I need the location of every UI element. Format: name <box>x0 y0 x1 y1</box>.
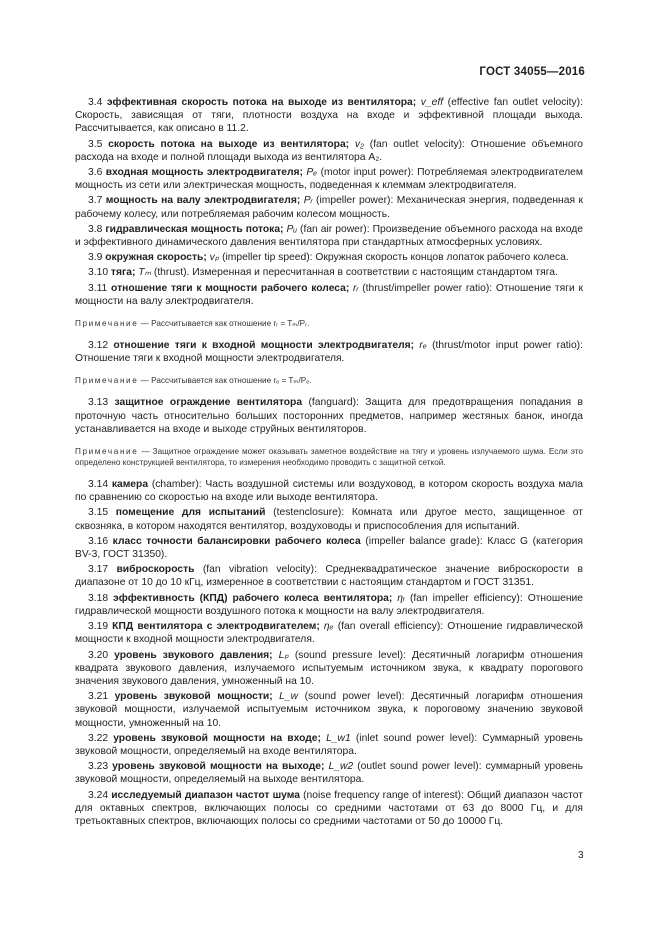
note-2: Примечание — Рассчитывается как отношение rₑ = Tₘ/Pₑ. <box>75 376 312 386</box>
clause-3-11: 3.11 отношение тяги к мощности рабочего колеса; rᵣ (thrust/impeller power ratio): Отношение тяги к мощности на валу электродвигателя. <box>75 282 583 307</box>
clause-3-19: 3.19 КПД вентилятора с электродвигателем; ηₑ (fan overall efficiency): Отношение гидравлической мощности к входной мощности электродвигателя. <box>75 621 583 646</box>
clause-3-13: 3.13 защитное ограждение вентилятора (fanguard): Защита для предотвращения попадания в проточную часть относительно больших посторонних предметов, например жестяных банок, иногда устанавливается на входе и выходе струйных вентиляторов. <box>75 397 583 435</box>
clause-3-22: 3.22 уровень звуковой мощности на входе; L_w1 (inlet sound power level): Суммарный уровень звуковой мощности, определяемый на входе вентилятора. <box>75 732 583 757</box>
clause-3-24: 3.24 исследуемый диапазон частот шума (noise frequency range of interest): Общий диапазон частот для октавных спектров, включающих полосы со средними частотами от 63 до 8000 Гц, и для третьоктавных спектров, включающих полосы со средними частотами от 50 до 10000 Гц. <box>75 789 583 827</box>
clause-3-20: 3.20 уровень звукового давления; Lₚ (sound pressure level): Десятичный логарифм отношения квадрата звукового давления, излучаемого испытуемым источником звука, к квадрату порогового значения звукового давления, умноженный на 10. <box>75 649 583 687</box>
clause-3-12: 3.12 отношение тяги к входной мощности электродвигателя; rₑ (thrust/motor input power ratio): Отношение тяги к входной мощности электродвигателя. <box>75 340 583 365</box>
clause-3-7: 3.7 мощность на валу электродвигателя; Pᵣ (impeller power): Механическая энергия, подведенная к рабочему колесу, или потребляемая рабочим колесом мощность. <box>75 195 583 220</box>
clause-3-8: 3.8 гидравлическая мощность потока; Pᵤ (fan air power): Произведение объемного расхода на входе и эффективного динамического давления вентилятора при стандартных атмосферных условиях. <box>75 223 583 249</box>
clause-3-9: 3.9 окружная скорость; vₚ (impeller tip speed): Окружная скорость концов лопаток рабочего колеса. <box>88 252 569 264</box>
clause-3-14: 3.14 камера (chamber): Часть воздушной системы или воздуховод, в котором скорость воздуха мала по сравнению со скоростью на входе или выходе вентилятора. <box>75 479 583 504</box>
clause-3-4: 3.4 эффективная скорость потока на выходе из вентилятора; v_eff (effective fan outlet velocity): Скорость, зависящая от тяги, плотности воздуха на входе и эффективной площади выхода. Рассчитывается, как описано в 11.2. <box>75 97 583 135</box>
note-1: Примечание — Рассчитывается как отношение rᵣ = Tₘ/Pᵣ. <box>75 319 310 329</box>
clause-3-10: 3.10 тяга; Tₘ (thrust). Измеренная и пересчитанная в соответствии с настоящим стандартом тяга. <box>88 267 558 279</box>
standard-header: ГОСТ 34055—2016 <box>479 66 585 78</box>
clause-3-16: 3.16 класс точности балансировки рабочего колеса (impeller balance grade): Класс G (категория BV-3, ГОСТ 31350). <box>75 535 583 561</box>
page-number: 3 <box>578 850 584 861</box>
clause-3-21: 3.21 уровень звуковой мощности; L_w (sound power level): Десятичный логарифм отношения звуковой мощности, излучаемой испытуемым источником звука, к пороговому значению звуковой мощности, умноженный на 10. <box>75 691 583 729</box>
document-body <box>75 96 583 830</box>
clause-3-5: 3.5 скорость потока на выходе из вентилятора; v₂ (fan outlet velocity): Отношение объемного расхода на входе и полной площади выхода из вентилятора A₂. <box>75 138 583 163</box>
note-3: Примечание — Защитное ограждение может оказывать заметное воздействие на тягу и уровень излучаемого шума. Если это определено конструкцией вентилятора, то измерения необходимо проводить с защитной сеткой. <box>75 447 583 468</box>
clause-3-23: 3.23 уровень звуковой мощности на выходе; L_w2 (outlet sound power level): суммарный уровень звуковой мощности, определяемый на выходе вентилятора. <box>75 761 583 786</box>
clause-3-6: 3.6 входная мощность электродвигателя; Pₑ (motor input power): Потребляемая электродвигателем мощность из сети или электрическая мощность, подведенная к клеммам электродвигателя. <box>75 167 583 192</box>
clause-3-17: 3.17 виброскорость (fan vibration velocity): Среднеквадратическое значение виброскорости в диапазоне от 10 до 10 кГц, измеренное в соответствии с настоящим стандартом и ГОСТ 31351. <box>75 564 583 589</box>
clause-3-18: 3.18 эффективность (КПД) рабочего колеса вентилятора; ηᵣ (fan impeller efficiency): Отношение гидравлической мощности воздушного потока к мощности на валу электродвигателя. <box>75 592 583 617</box>
clause-3-15: 3.15 помещение для испытаний (testenclosure): Комната или другое место, защищенное от сквозняка, в котором находятся вентилятор, воздуховоды и приспособления для испытаний. <box>75 507 583 532</box>
